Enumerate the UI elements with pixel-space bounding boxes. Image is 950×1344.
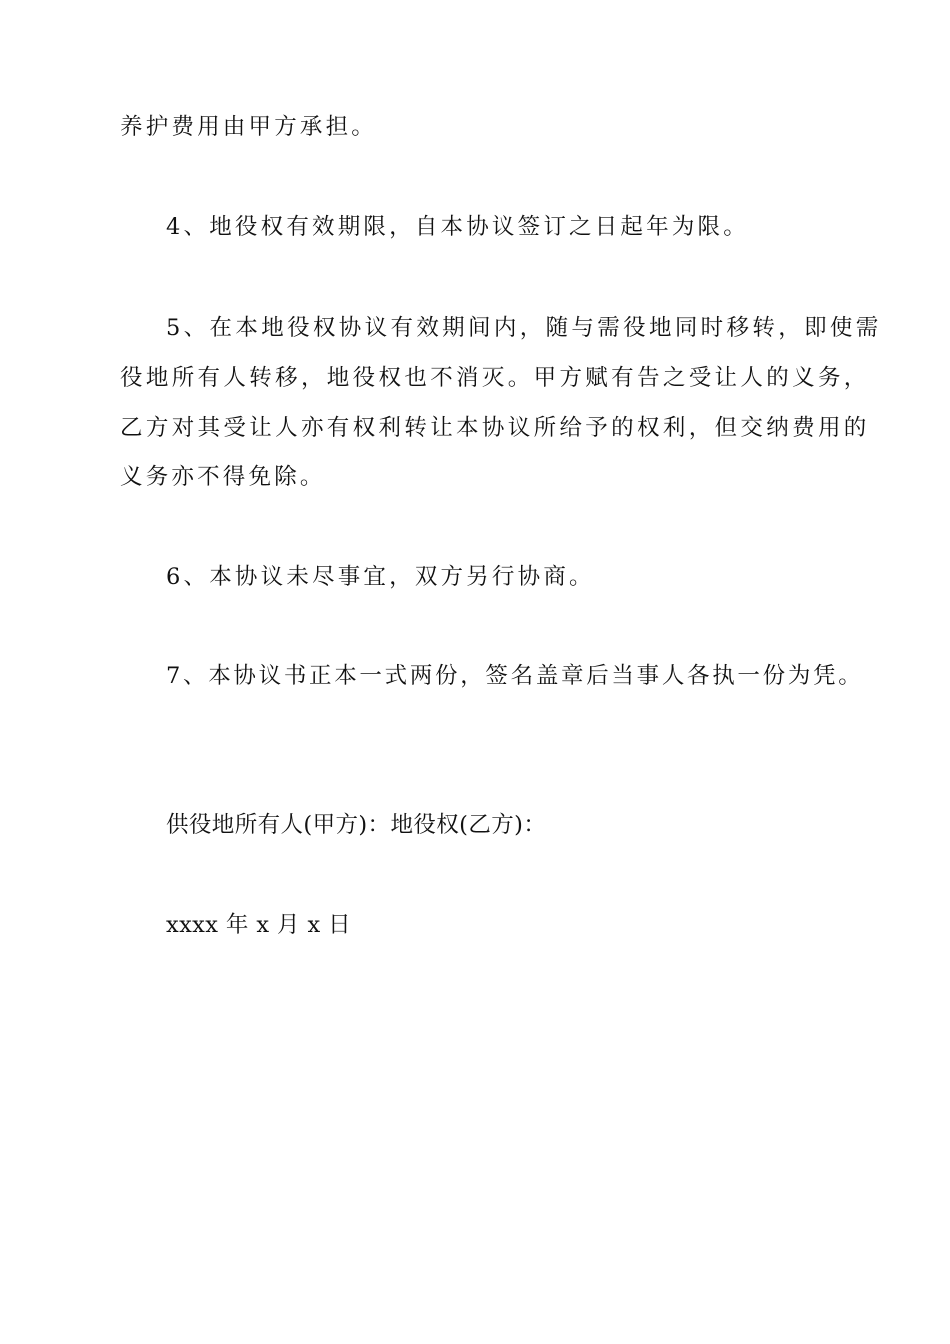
clause-6-other-matters: 6、本协议未尽事宜，双方另行协商。	[166, 564, 595, 590]
clause-4-validity-period: 4、地役权有效期限，自本协议签订之日起年为限。	[166, 214, 749, 240]
signature-date: xxxx 年 x 月 x 日	[166, 912, 351, 938]
clause-7-copies: 7、本协议书正本一式两份，签名盖章后当事人各执一份为凭。	[166, 663, 864, 689]
clause-5-line-1: 5、在本地役权协议有效期间内，随与需役地同时移转，即使需	[166, 315, 882, 341]
clause-5-line-2: 役地所有人转移，地役权也不消灭。甲方赋有告之受让人的义务，	[120, 365, 870, 391]
signature-parties: 供役地所有人(甲方)：地役权(乙方)：	[166, 812, 547, 838]
clause-5-line-3: 乙方对其受让人亦有权利转让本协议所给予的权利，但交纳费用的	[120, 415, 870, 441]
clause-5-line-4: 义务亦不得免除。	[120, 464, 326, 490]
paragraph-line-maintenance-cost: 养护费用由甲方承担。	[120, 114, 378, 140]
